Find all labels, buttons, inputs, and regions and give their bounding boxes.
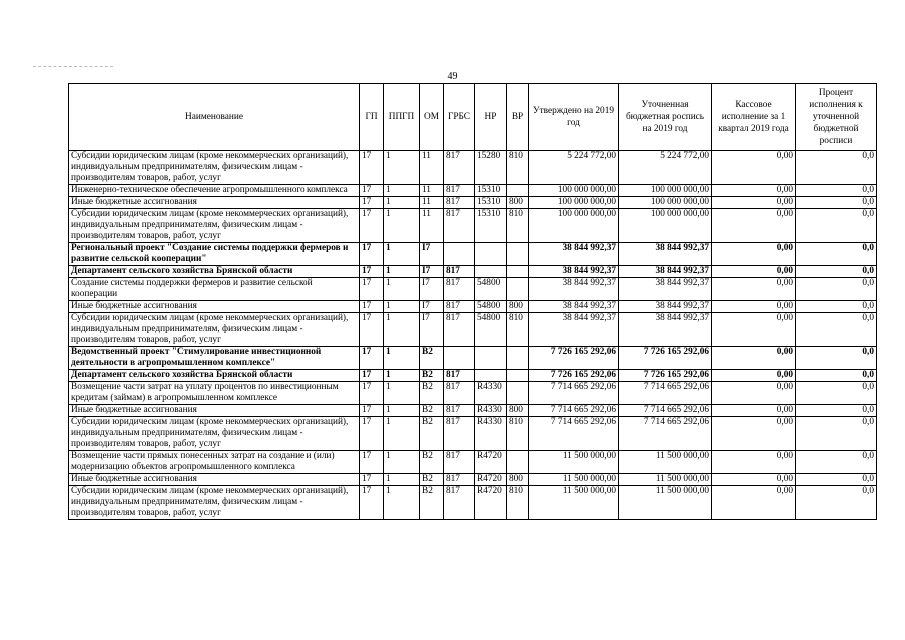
cell-approved: 5 224 772,00 xyxy=(529,151,619,185)
cell-nr xyxy=(475,347,507,370)
table-header-row xyxy=(69,84,877,151)
header-percent: Процент исполнения к уточненной бюджетной росписи xyxy=(796,84,877,151)
cell-grbs: 817 xyxy=(444,382,475,405)
table-row xyxy=(69,151,877,185)
header-nr: НР xyxy=(475,84,507,151)
cell-om: 11 xyxy=(420,197,444,209)
budget-table xyxy=(68,83,877,520)
cell-percent: 0,0 xyxy=(796,405,877,417)
cell-cash: 0,00 xyxy=(712,451,796,474)
cell-nr: R4330 xyxy=(475,405,507,417)
cell-cash: 0,00 xyxy=(712,313,796,347)
cell-grbs: 817 xyxy=(444,370,475,382)
cell-gp: 17 xyxy=(360,370,384,382)
table-row xyxy=(69,486,877,520)
cell-gp: 17 xyxy=(360,474,384,486)
cell-om: B2 xyxy=(420,486,444,520)
cell-grbs: 817 xyxy=(444,451,475,474)
cell-gp: 17 xyxy=(360,278,384,301)
cell-name: Возмещение части прямых понесенных затрат на создание и (или) модернизацию объектов агропромышленного комплекса xyxy=(69,451,360,474)
table-row xyxy=(69,278,877,301)
cell-approved: 11 500 000,00 xyxy=(529,451,619,474)
cell-name: Субсидии юридическим лицам (кроме некоммерческих организаций), индивидуальным предпринимателям, физическим лицам - производителям товаров, работ, услуг xyxy=(69,151,360,185)
cell-nr: R4720 xyxy=(475,486,507,520)
cell-gp: 17 xyxy=(360,451,384,474)
cell-approved: 7 714 665 292,06 xyxy=(529,382,619,405)
cell-nr xyxy=(475,266,507,278)
cell-vr: 800 xyxy=(507,474,529,486)
cell-om: I7 xyxy=(420,243,444,266)
cell-approved: 38 844 992,37 xyxy=(529,278,619,301)
table-row xyxy=(69,451,877,474)
cell-name: Субсидии юридическим лицам (кроме некоммерческих организаций), индивидуальным предпринимателям, физическим лицам - производителям товаров, работ, услуг xyxy=(69,313,360,347)
cell-gp: 17 xyxy=(360,197,384,209)
cell-refined: 11 500 000,00 xyxy=(619,451,712,474)
cell-approved: 100 000 000,00 xyxy=(529,185,619,197)
cell-grbs xyxy=(444,347,475,370)
cell-refined: 38 844 992,37 xyxy=(619,266,712,278)
cell-approved: 100 000 000,00 xyxy=(529,209,619,243)
cell-gp: 17 xyxy=(360,417,384,451)
cell-percent: 0,0 xyxy=(796,197,877,209)
cell-vr: 810 xyxy=(507,151,529,185)
cell-name: Иные бюджетные ассигнования xyxy=(69,474,360,486)
scan-artifact xyxy=(33,66,113,67)
cell-percent: 0,0 xyxy=(796,382,877,405)
cell-om: I7 xyxy=(420,278,444,301)
cell-gp: 17 xyxy=(360,243,384,266)
cell-ppgp: 1 xyxy=(384,266,420,278)
header-approved: Утверждено на 2019 год xyxy=(529,84,619,151)
cell-ppgp: 1 xyxy=(384,417,420,451)
cell-vr xyxy=(507,278,529,301)
cell-approved: 38 844 992,37 xyxy=(529,266,619,278)
cell-cash: 0,00 xyxy=(712,417,796,451)
cell-ppgp: 1 xyxy=(384,486,420,520)
cell-gp: 17 xyxy=(360,347,384,370)
cell-grbs: 817 xyxy=(444,151,475,185)
table-row xyxy=(69,197,877,209)
cell-approved: 7 726 165 292,06 xyxy=(529,370,619,382)
table-row xyxy=(69,209,877,243)
cell-nr: R4720 xyxy=(475,451,507,474)
cell-grbs: 817 xyxy=(444,197,475,209)
cell-ppgp: 1 xyxy=(384,209,420,243)
cell-vr: 810 xyxy=(507,486,529,520)
cell-grbs: 817 xyxy=(444,185,475,197)
cell-om: B2 xyxy=(420,451,444,474)
cell-vr xyxy=(507,266,529,278)
cell-cash: 0,00 xyxy=(712,243,796,266)
cell-percent: 0,0 xyxy=(796,370,877,382)
cell-om: B2 xyxy=(420,347,444,370)
cell-gp: 17 xyxy=(360,209,384,243)
cell-refined: 38 844 992,37 xyxy=(619,278,712,301)
cell-ppgp: 1 xyxy=(384,313,420,347)
table-row xyxy=(69,313,877,347)
cell-vr: 800 xyxy=(507,197,529,209)
cell-approved: 38 844 992,37 xyxy=(529,313,619,347)
cell-name: Департамент сельского хозяйства Брянской области xyxy=(69,370,360,382)
cell-ppgp: 1 xyxy=(384,278,420,301)
header-refined: Уточненная бюджетная роспись на 2019 год xyxy=(619,84,712,151)
cell-name: Субсидии юридическим лицам (кроме некоммерческих организаций), индивидуальным предпринимателям, физическим лицам - производителям товаров, работ, услуг xyxy=(69,417,360,451)
cell-refined: 100 000 000,00 xyxy=(619,197,712,209)
cell-percent: 0,0 xyxy=(796,209,877,243)
cell-om: I7 xyxy=(420,313,444,347)
cell-cash: 0,00 xyxy=(712,197,796,209)
cell-approved: 38 844 992,37 xyxy=(529,243,619,266)
cell-refined: 100 000 000,00 xyxy=(619,185,712,197)
cell-om: I7 xyxy=(420,301,444,313)
table-row xyxy=(69,474,877,486)
cell-refined: 11 500 000,00 xyxy=(619,486,712,520)
cell-ppgp: 1 xyxy=(384,474,420,486)
table-row xyxy=(69,347,877,370)
cell-approved: 11 500 000,00 xyxy=(529,486,619,520)
table-row xyxy=(69,266,877,278)
cell-refined: 7 714 665 292,06 xyxy=(619,382,712,405)
cell-gp: 17 xyxy=(360,301,384,313)
cell-refined: 7 726 165 292,06 xyxy=(619,347,712,370)
cell-percent: 0,0 xyxy=(796,301,877,313)
table-row xyxy=(69,243,877,266)
cell-vr: 810 xyxy=(507,209,529,243)
cell-ppgp: 1 xyxy=(384,301,420,313)
cell-cash: 0,00 xyxy=(712,474,796,486)
cell-ppgp: 1 xyxy=(384,370,420,382)
header-gp: ГП xyxy=(360,84,384,151)
cell-refined: 5 224 772,00 xyxy=(619,151,712,185)
table-row xyxy=(69,370,877,382)
cell-ppgp: 1 xyxy=(384,197,420,209)
cell-cash: 0,00 xyxy=(712,382,796,405)
header-name: Наименование xyxy=(69,84,360,151)
cell-vr xyxy=(507,451,529,474)
cell-nr: 54800 xyxy=(475,278,507,301)
cell-nr: R4720 xyxy=(475,474,507,486)
cell-refined: 38 844 992,37 xyxy=(619,301,712,313)
cell-om: B2 xyxy=(420,474,444,486)
cell-cash: 0,00 xyxy=(712,405,796,417)
cell-cash: 0,00 xyxy=(712,209,796,243)
cell-percent: 0,0 xyxy=(796,185,877,197)
cell-refined: 7 714 665 292,06 xyxy=(619,417,712,451)
cell-refined: 38 844 992,37 xyxy=(619,243,712,266)
cell-ppgp: 1 xyxy=(384,382,420,405)
cell-approved: 100 000 000,00 xyxy=(529,197,619,209)
cell-grbs: 817 xyxy=(444,486,475,520)
cell-om: B2 xyxy=(420,382,444,405)
cell-om: 11 xyxy=(420,209,444,243)
cell-name: Субсидии юридическим лицам (кроме некоммерческих организаций), индивидуальным предпринимателям, физическим лицам - производителям товаров, работ, услуг xyxy=(69,209,360,243)
cell-ppgp: 1 xyxy=(384,347,420,370)
cell-grbs: 817 xyxy=(444,209,475,243)
cell-percent: 0,0 xyxy=(796,313,877,347)
cell-nr: R4330 xyxy=(475,382,507,405)
cell-om: I7 xyxy=(420,266,444,278)
table-row xyxy=(69,301,877,313)
cell-nr: 15310 xyxy=(475,197,507,209)
cell-grbs: 817 xyxy=(444,313,475,347)
cell-om: B2 xyxy=(420,405,444,417)
cell-name: Возмещение части затрат на уплату процентов по инвестиционным кредитам (займам) в агропромышленном комплексе xyxy=(69,382,360,405)
cell-refined: 7 726 165 292,06 xyxy=(619,370,712,382)
cell-nr: 15310 xyxy=(475,209,507,243)
cell-gp: 17 xyxy=(360,313,384,347)
cell-approved: 7 714 665 292,06 xyxy=(529,405,619,417)
cell-vr: 800 xyxy=(507,301,529,313)
cell-approved: 38 844 992,37 xyxy=(529,301,619,313)
cell-name: Департамент сельского хозяйства Брянской области xyxy=(69,266,360,278)
cell-refined: 11 500 000,00 xyxy=(619,474,712,486)
cell-percent: 0,0 xyxy=(796,417,877,451)
cell-approved: 7 714 665 292,06 xyxy=(529,417,619,451)
cell-approved: 11 500 000,00 xyxy=(529,474,619,486)
cell-approved: 7 726 165 292,06 xyxy=(529,347,619,370)
cell-nr xyxy=(475,370,507,382)
cell-ppgp: 1 xyxy=(384,451,420,474)
cell-vr xyxy=(507,382,529,405)
cell-percent: 0,0 xyxy=(796,278,877,301)
cell-grbs: 817 xyxy=(444,417,475,451)
cell-name: Субсидии юридическим лицам (кроме некоммерческих организаций), индивидуальным предпринимателям, физическим лицам - производителям товаров, работ, услуг xyxy=(69,486,360,520)
cell-ppgp: 1 xyxy=(384,151,420,185)
cell-om: B2 xyxy=(420,417,444,451)
cell-refined: 100 000 000,00 xyxy=(619,209,712,243)
cell-cash: 0,00 xyxy=(712,151,796,185)
cell-gp: 17 xyxy=(360,405,384,417)
header-vr: ВР xyxy=(507,84,529,151)
cell-cash: 0,00 xyxy=(712,278,796,301)
cell-nr: R4330 xyxy=(475,417,507,451)
cell-percent: 0,0 xyxy=(796,451,877,474)
cell-vr: 810 xyxy=(507,313,529,347)
cell-percent: 0,0 xyxy=(796,151,877,185)
cell-percent: 0,0 xyxy=(796,347,877,370)
table-row xyxy=(69,405,877,417)
cell-gp: 17 xyxy=(360,486,384,520)
cell-ppgp: 1 xyxy=(384,405,420,417)
cell-name: Ведомственный проект "Стимулирование инвестиционной деятельности в агропромышленном комплексе" xyxy=(69,347,360,370)
cell-grbs: 817 xyxy=(444,405,475,417)
cell-name: Региональный проект "Создание системы поддержки фермеров и развитие сельской кооперации" xyxy=(69,243,360,266)
cell-ppgp: 1 xyxy=(384,185,420,197)
header-cash: Кассовое исполнение за 1 квартал 2019 года xyxy=(712,84,796,151)
cell-grbs: 817 xyxy=(444,301,475,313)
cell-percent: 0,0 xyxy=(796,474,877,486)
cell-ppgp: 1 xyxy=(384,243,420,266)
page-number: 49 xyxy=(447,71,458,82)
cell-gp: 17 xyxy=(360,266,384,278)
cell-cash: 0,00 xyxy=(712,266,796,278)
cell-grbs: 817 xyxy=(444,278,475,301)
cell-cash: 0,00 xyxy=(712,486,796,520)
cell-cash: 0,00 xyxy=(712,301,796,313)
cell-name: Иные бюджетные ассигнования xyxy=(69,405,360,417)
cell-grbs: 817 xyxy=(444,266,475,278)
header-om: ОМ xyxy=(420,84,444,151)
cell-vr xyxy=(507,243,529,266)
table-row xyxy=(69,382,877,405)
cell-refined: 38 844 992,37 xyxy=(619,313,712,347)
cell-name: Создание системы поддержки фермеров и развитие сельской кооперации xyxy=(69,278,360,301)
cell-cash: 0,00 xyxy=(712,347,796,370)
cell-cash: 0,00 xyxy=(712,370,796,382)
cell-name: Иные бюджетные ассигнования xyxy=(69,301,360,313)
cell-name: Иные бюджетные ассигнования xyxy=(69,197,360,209)
cell-vr xyxy=(507,185,529,197)
cell-nr: 54800 xyxy=(475,313,507,347)
header-ppgp: ППГП xyxy=(384,84,420,151)
cell-vr: 810 xyxy=(507,417,529,451)
cell-nr: 15280 xyxy=(475,151,507,185)
cell-om: 11 xyxy=(420,185,444,197)
cell-vr xyxy=(507,370,529,382)
header-grbs: ГРБС xyxy=(444,84,475,151)
cell-vr: 800 xyxy=(507,405,529,417)
cell-nr: 15310 xyxy=(475,185,507,197)
table-row xyxy=(69,417,877,451)
cell-percent: 0,0 xyxy=(796,266,877,278)
cell-gp: 17 xyxy=(360,151,384,185)
cell-om: B2 xyxy=(420,370,444,382)
cell-nr: 54800 xyxy=(475,301,507,313)
cell-om: 11 xyxy=(420,151,444,185)
cell-percent: 0,0 xyxy=(796,243,877,266)
cell-percent: 0,0 xyxy=(796,486,877,520)
cell-grbs: 817 xyxy=(444,474,475,486)
cell-gp: 17 xyxy=(360,382,384,405)
cell-vr xyxy=(507,347,529,370)
cell-grbs xyxy=(444,243,475,266)
cell-nr xyxy=(475,243,507,266)
cell-gp: 17 xyxy=(360,185,384,197)
cell-cash: 0,00 xyxy=(712,185,796,197)
table-row xyxy=(69,185,877,197)
cell-refined: 7 714 665 292,06 xyxy=(619,405,712,417)
cell-name: Инженерно-техническое обеспечение агропромышленного комплекса xyxy=(69,185,360,197)
